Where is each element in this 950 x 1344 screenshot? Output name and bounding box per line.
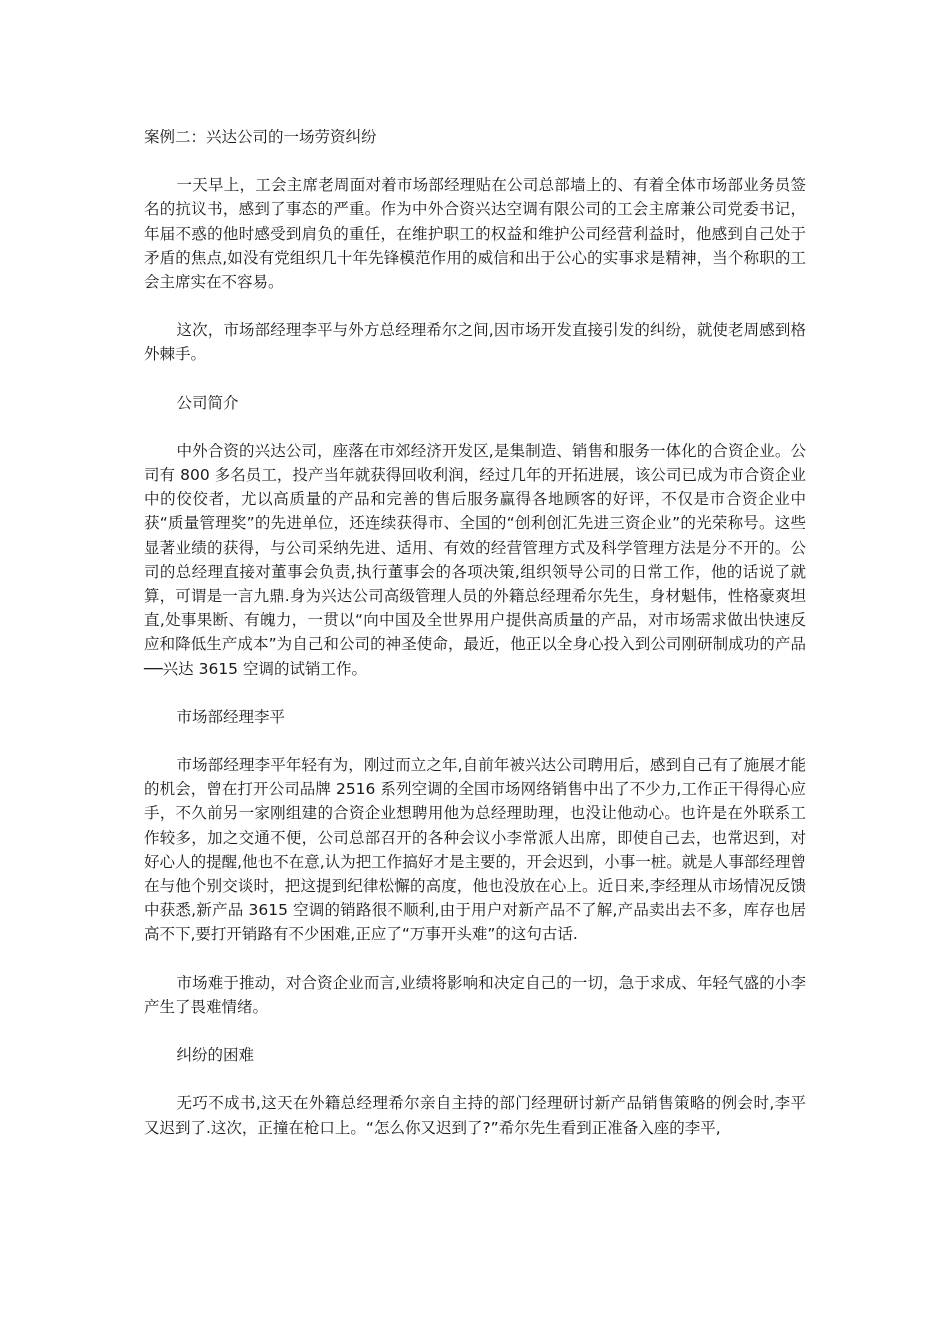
section-heading-marketing-manager: 市场部经理李平: [176, 707, 286, 726]
intro-paragraph: 这次，市场部经理李平与外方总经理希尔之间,因市场开发直接引发的纠纷，就使老周感到格外棘手。: [144, 321, 806, 364]
section-paragraph: 市场部经理李平年轻有为，刚过而立之年,自前年被兴达公司聘用后，感到自己有了施展才能的机会，曾在打开公司品牌 2516 系列空调的全国市场网络销售中出了不少力,工作正干得得心应手，不久前另一家刚组建的合资企业想聘用他为总经理助理，也没让他动心。也许是在外联系工作较多，加之交通不便，公司总部召开的各种会议小李常派人出席，即使自己去，也常迟到，对好心人的提醒,他也不在意,认为把工作搞好才是主要的，开会迟到，小事一桩。就是人事部经理曾在与他个别交谈时，把这提到纪律松懈的高度，他也没放在心上。近日来,李经理从市场情况反馈中获悉,新产品 3615 空调的销路很不顺利,由于用户对新产品不了解,产品卖出去不多，库存也居高不下,要打开销路有不少困难,正应了“万事开头难”的这句古话.: [144, 756, 806, 944]
section-heading-dispute: 纠纷的困难: [176, 1046, 255, 1065]
document-title: 案例二：兴达公司的一场劳资纠纷: [144, 128, 377, 146]
section-heading-company-profile: 公司简介: [176, 393, 239, 412]
section-paragraph: 中外合资的兴达公司，座落在市郊经济开发区,是集制造、销售和服务一体化的合资企业。公司有 800 多名员工，投产当年就获得回收利润，经过几年的开拓进展，该公司已成为市合资企业中的佼佼者，尤以高质量的产品和完善的售后服务赢得各地顾客的好评，不仅是市合资企业中获“质量管理奖”的先进单位，还连续获得市、全国的“创利创汇先进三资企业”的光荣称号。这些显著业绩的获得，与公司采纳先进、适用、有效的经营管理方式及科学管理方法是分不开的。公司的总经理直接对董事会负责,执行董事会的各项决策,组织领导公司的日常工作，他的话说了就算，可谓是一言九鼎.身为兴达公司高级管理人员的外籍总经理希尔先生，身材魁伟，性格豪爽坦直,处事果断、有魄力，一贯以“向中国及全世界用户提供高质量的产品，对市场需求做出快速反应和降低生产成本”为自己和公司的神圣使命，最近，他正以全身心投入到公司刚研制成功的产品──兴达 3615 空调的试销工作。: [144, 441, 806, 678]
section-paragraph: 市场难于推动，对合资企业而言,业绩将影响和决定自己的一切，急于求成、年轻气盛的小李产生了畏难情绪。: [144, 973, 806, 1016]
section-paragraph: 无巧不成书,这天在外籍总经理希尔亲自主持的部门经理研讨新产品销售策略的例会时,李平又迟到了.这次，正撞在枪口上。“怎么你又迟到了?”希尔先生看到正准备入座的李平,: [144, 1094, 806, 1137]
document-body: [144, 125, 806, 1164]
intro-paragraph: 一天早上，工会主席老周面对着市场部经理贴在公司总部墙上的、有着全体市场部业务员签名的抗议书，感到了事态的严重。作为中外合资兴达空调有限公司的工会主席兼公司党委书记，年届不惑的他时感受到肩负的重任，在维护职工的权益和维护公司经营利益时，他感到自己处于矛盾的焦点,如没有党组织几十年先锋模范作用的威信和出于公心的实事求是精神，当个称职的工会主席实在不容易。: [144, 176, 806, 292]
